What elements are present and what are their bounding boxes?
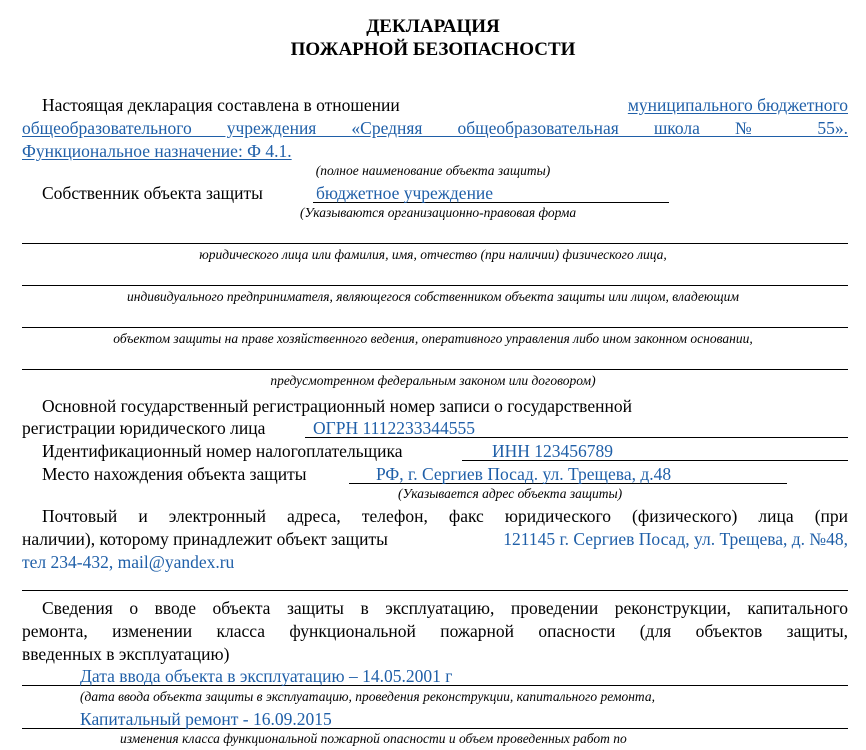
owner-note-5: предусмотренном федеральным законом или договором): [270, 373, 596, 388]
owner-note-4: объектом защиты на праве хозяйственного ведения, оперативного управления либо ином законном основании,: [113, 331, 753, 346]
ogrn-value: ОГРН 1112233344555: [313, 418, 475, 438]
postal-line1: Почтовый и электронный адреса, телефон, факс юридического (физического) лица (при: [42, 506, 848, 526]
owner-note-1: (Указываются организационно-правовая форма: [300, 205, 577, 220]
owner-rule-4: [22, 369, 848, 370]
postal-line2-label: наличии), которому принадлежит объект защиты: [22, 529, 388, 549]
postal-line2: [22, 529, 848, 550]
object-name-part1: муниципального бюджетного: [627, 95, 848, 115]
object-name-part3: Функциональное назначение: Ф 4.1.: [22, 141, 292, 161]
commissioning-note-2: изменения класса функциональной пожарной опасности и объем проведенных работ по: [120, 731, 627, 746]
owner-note-2: юридического лица или фамилия, имя, отчество (при наличии) физического лица,: [199, 247, 667, 262]
object-name-note: (полное наименование объекта защиты): [315, 163, 551, 178]
inn-value: ИНН 123456789: [492, 441, 614, 461]
ogrn-label-line2: регистрации юридического лица: [22, 418, 266, 438]
postal-line2-value: 121145 г. Сергиев Посад, ул. Трещева, д. №48,: [503, 529, 848, 549]
owner-rule-2: [22, 285, 848, 286]
commissioning-line1: Сведения о вводе объекта защиты в эксплуатацию, проведении реконструкции, капитального: [42, 598, 848, 618]
object-intro: Настоящая декларация составлена в отношении: [42, 95, 400, 115]
postal-line3-value: тел 234-432, mail@yandex.ru: [22, 552, 235, 572]
owner-rule-1: [22, 243, 848, 244]
owner-value: бюджетное учреждение: [316, 183, 494, 203]
owner-note-3: индивидуального предпринимателя, являющегося собственником объекта защиты или лицом, владеющим: [127, 289, 739, 304]
commissioning-note-1: (дата ввода объекта защиты в эксплуатацию, проведения реконструкции, капитального ремонта,: [80, 689, 655, 704]
ogrn-label-line1: Основной государственный регистрационный номер записи о государственной: [42, 396, 632, 416]
document-title-line1: ДЕКЛАРАЦИЯ: [366, 16, 500, 37]
commissioning-line2: ремонта, изменении класса функциональной пожарной опасности (для объектов защиты,: [22, 621, 848, 641]
owner-rule-3: [22, 327, 848, 328]
inn-label: Идентификационный номер налогоплательщика: [42, 441, 403, 461]
document-title-line2: ПОЖАРНОЙ БЕЗОПАСНОСТИ: [290, 39, 576, 60]
commissioning-date-value: Дата ввода объекта в эксплуатацию – 14.05.2001 г: [80, 666, 453, 686]
owner-label: Собственник объекта защиты: [42, 183, 263, 203]
location-value: РФ, г. Сергиев Посад. ул. Трещева, д.48: [376, 464, 672, 484]
location-label: Место нахождения объекта защиты: [42, 464, 307, 484]
postal-rule: [22, 590, 848, 591]
object-name-part2: общеобразовательного учреждения «Средняя общеобразовательная школа № 55».: [22, 118, 848, 138]
commissioning-line3: введенных в эксплуатацию): [22, 644, 230, 664]
location-note: (Указывается адрес объекта защиты): [398, 486, 623, 501]
repair-value: Капитальный ремонт - 16.09.2015: [80, 709, 332, 729]
